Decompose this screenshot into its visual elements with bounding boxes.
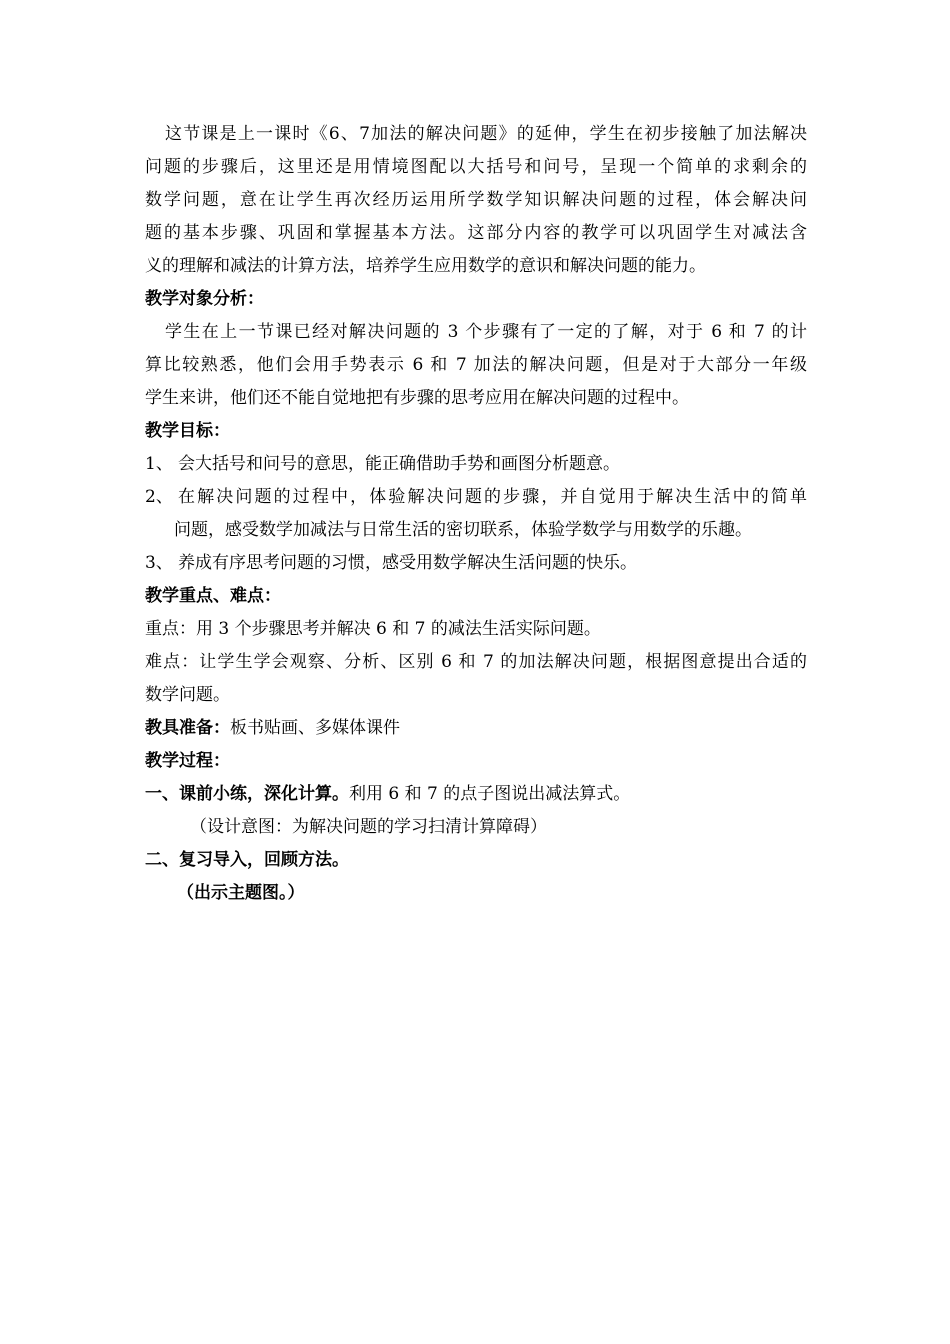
students-line: 学生来讲，他们还不能自觉地把有步骤的思考应用在解决问题的过程中。 xyxy=(145,388,689,408)
process-heading: 教学过程： xyxy=(145,751,230,771)
step1-design-note: （设计意图：为解决问题的学习扫清计算障碍） xyxy=(190,817,547,837)
goal-text: 在解决问题的过程中，体验解决问题的步骤，并自觉用于解决生活中的简单 xyxy=(178,487,807,507)
keypoints-heading: 教学重点、难点： xyxy=(145,586,281,606)
students-line: 学生在上一节课已经对解决问题的 3 个步骤有了一定的了解，对于 6 和 7 的计 xyxy=(165,322,807,342)
goal-item-2 xyxy=(145,481,807,514)
difficulty-line: 数学问题。 xyxy=(145,685,230,705)
tools-text: 板书贴画、多媒体课件 xyxy=(230,718,400,738)
intro-line: 题的基本步骤、巩固和掌握基本方法。这部分内容的教学可以巩固学生对减法含 xyxy=(145,223,807,243)
step2-title: 二、复习导入，回顾方法。 xyxy=(145,850,349,870)
goal-item-3 xyxy=(145,547,807,580)
goals-heading: 教学目标： xyxy=(145,421,230,441)
step1-line xyxy=(145,778,807,811)
document-page xyxy=(145,118,807,910)
tools-line xyxy=(145,712,807,745)
step1-text: 利用 6 和 7 的点子图说出减法算式。 xyxy=(349,784,631,804)
intro-line: 义的理解和减法的计算方法，培养学生应用数学的意识和解决问题的能力。 xyxy=(145,256,706,276)
focus-text: 重点：用 3 个步骤思考并解决 6 和 7 的减法生活实际问题。 xyxy=(145,619,601,639)
intro-line: 这节课是上一课时《6、7加法的解决问题》的延伸，学生在初步接触了加法解决 xyxy=(165,124,807,144)
intro-line: 数学问题，意在让学生再次经历运用所学数学知识解决问题的过程，体会解决问 xyxy=(145,190,807,210)
goal-text: 养成有序思考问题的习惯，感受用数学解决生活问题的快乐。 xyxy=(178,553,637,573)
goal-text: 会大括号和问号的意思，能正确借助手势和画图分析题意。 xyxy=(178,454,620,474)
goal-number: 1、 xyxy=(145,454,173,474)
goal-number: 2、 xyxy=(145,487,173,507)
goal-item-1 xyxy=(145,448,807,481)
tools-heading: 教具准备： xyxy=(145,718,230,738)
goal-number: 3、 xyxy=(145,553,173,573)
goal-text-continued: 问题，感受数学加减法与日常生活的密切联系，体验学数学与用数学的乐趣。 xyxy=(174,520,752,540)
difficulty-line: 难点：让学生学会观察、分析、区别 6 和 7 的加法解决问题，根据图意提出合适的 xyxy=(145,652,807,672)
students-heading: 教学对象分析： xyxy=(145,289,264,309)
step2-show-note: （出示主题图。） xyxy=(177,883,305,903)
step1-title: 一、课前小练，深化计算。 xyxy=(145,784,349,804)
intro-line: 问题的步骤后，这里还是用情境图配以大括号和问号，呈现一个简单的求剩余的 xyxy=(145,157,807,177)
students-line: 算比较熟悉，他们会用手势表示 6 和 7 加法的解决问题，但是对于大部分一年级 xyxy=(145,355,807,375)
